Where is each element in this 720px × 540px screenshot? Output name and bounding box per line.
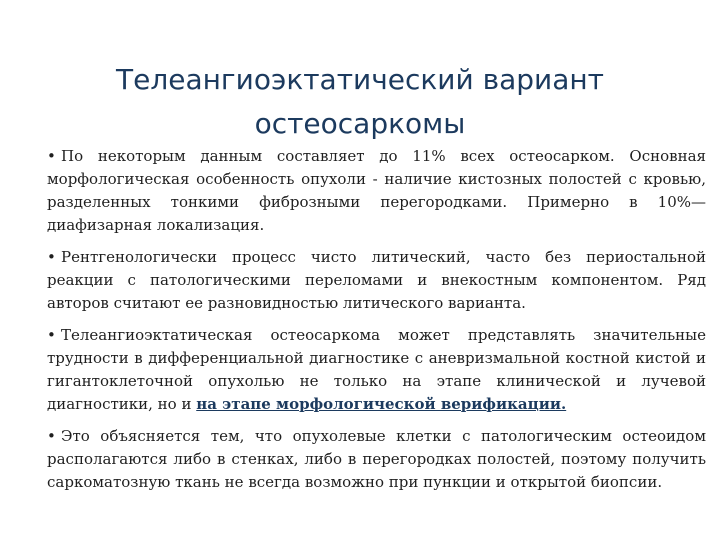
slide-title — [60, 58, 660, 146]
title-line-2: остеосаркомы — [254, 107, 466, 140]
bullet-item-2 — [47, 246, 706, 315]
bullet-icon: • — [47, 326, 56, 344]
bullet-list — [47, 145, 706, 503]
bullet-item-3 — [47, 324, 706, 416]
bullet-icon: • — [47, 147, 56, 165]
bullet-item-4 — [47, 425, 706, 494]
bullet-text: Это объясняется тем, что опухолевые клетки с патологическим остеоидом располагаются либо в стенках, либо в перегородках полостей, поэтому получить саркоматозную ткань не всегда возможно при пункции и открытой биопсии. — [47, 427, 706, 491]
bullet-text: По некоторым данным составляет до 11% всех остеосарком. Основная морфологическая особенность опухоли - наличие кистозных полостей с кровью, разделенных тонкими фиброзными перегородками. Примерно в 10%—диафизарная локализация. — [47, 147, 706, 234]
bullet-text: Рентгенологически процесс чисто литический, часто без периостальной реакции с патологическими переломами и внекостным компонентом. Ряд авторов считают ее разновидностью литического варианта. — [47, 248, 706, 312]
bullet-text: Телеангиоэктатическая остеосаркома может представлять значительные трудности в дифференциальной диагностике с аневризмальной костной кистой и гигантоклеточной опухолью не только на этапе клинической и лучевой диагностики, но и — [47, 326, 706, 413]
title-line-1: Телеангиоэктатический вариант — [116, 63, 604, 96]
emphasis-link[interactable]: на этапе морфологической верификации. — [196, 395, 567, 413]
bullet-item-1 — [47, 145, 706, 237]
bullet-icon: • — [47, 427, 56, 445]
bullet-icon: • — [47, 248, 56, 266]
